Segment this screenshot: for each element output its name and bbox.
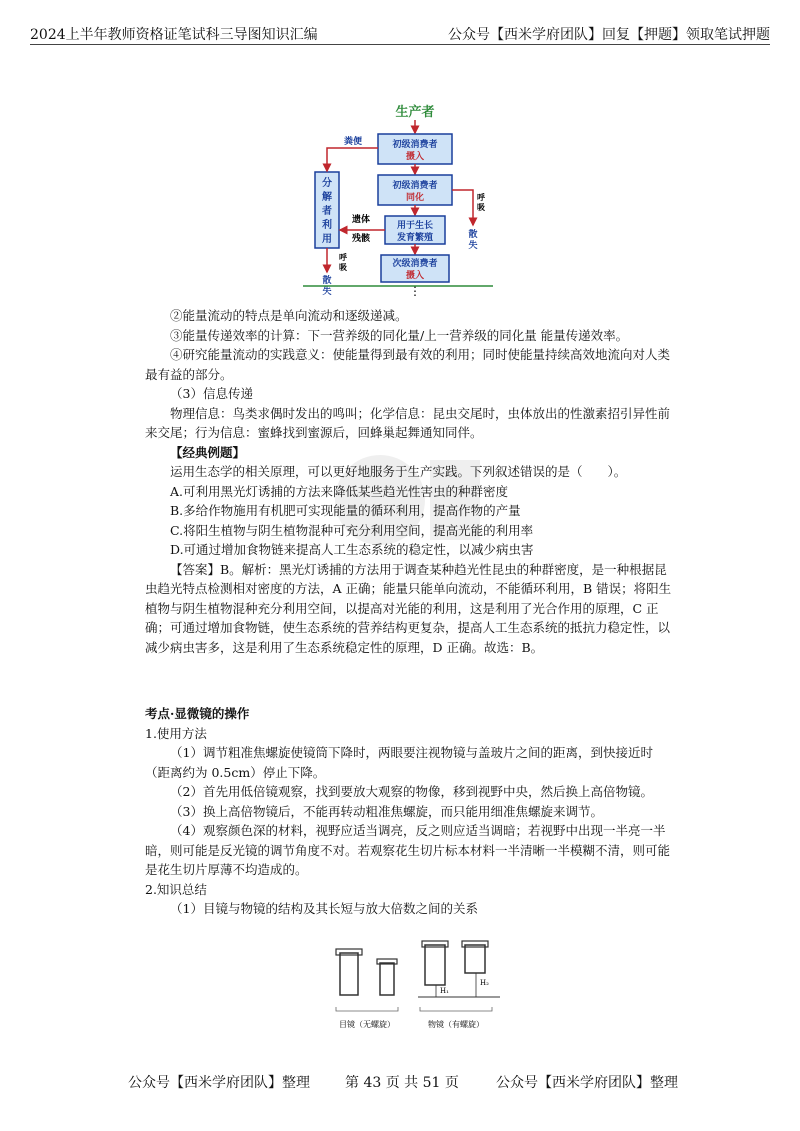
- lost-l0: 散: [322, 276, 332, 286]
- usage-step-2: （2）首先用低倍镜观察，找到要放大观察的物像，移到视野中央，然后换上高倍物镜。: [170, 784, 653, 799]
- dec-c1: 解: [322, 192, 332, 203]
- intake-label: 摄入: [405, 152, 425, 162]
- intake-label-2: 摄入: [405, 271, 425, 281]
- lens-figure: [330, 935, 510, 1035]
- resp-r1: 吸: [477, 202, 485, 212]
- section-energy-flow: [145, 306, 675, 657]
- primary-label: 初级消费者: [392, 140, 438, 150]
- objective-caption: 物镜（有螺旋）: [428, 1020, 484, 1029]
- usage-step-1: （1）调节粗准焦螺旋使镜筒下降时，两眼要注视物镜与盖玻片之间的距离，到快接近时（距离约为 0.5cm）停止下降。: [145, 745, 653, 780]
- microscope-title: 考点·显微镜的操作: [145, 706, 250, 721]
- resp-r0: 呼: [477, 192, 485, 202]
- remains-label-1: 遗体: [351, 215, 371, 225]
- section-microscope: [145, 704, 675, 919]
- assimilation-label: 同化: [405, 193, 425, 203]
- option-c: C.将阳生植物与阴生植物混种可充分利用空间，提高光能的利用率: [170, 522, 534, 538]
- option-b: B.多给作物施用有机肥可实现能量的循环利用，提高作物的产量: [170, 503, 521, 518]
- usage-heading: 1.使用方法: [145, 725, 207, 741]
- lost-r0: 散: [468, 230, 478, 240]
- primary-label-2: 初级消费者: [392, 181, 438, 191]
- example-question: 运用生态学的相关原理，可以更好地服务于生产实践。下列叙述错误的是（ ）。: [170, 464, 627, 479]
- growth-label-1: 用于生长: [396, 221, 434, 231]
- dec-c0: 分: [322, 178, 332, 189]
- dec-c3: 利: [322, 220, 332, 231]
- continuation-dots: ⋮: [409, 284, 421, 298]
- footer-right: 公众号【西米学府团队】整理: [496, 1075, 678, 1091]
- eyepiece-caption: 目镜（无螺旋）: [339, 1020, 395, 1029]
- resp-l0: 呼: [339, 252, 347, 262]
- secondary-label: 次级消费者: [392, 259, 438, 269]
- h1-label: H₁: [440, 987, 449, 995]
- answer-explanation: 【答案】B。解析：黑光灯诱捕的方法用于调查某种趋光性昆虫的种群密度，是一种根据昆虫趋光特点检测相对密度的方法，A 正确；能量只能单向流动，不能循环利用，B 错误；将阳生植物与阴生植物混种充分利用空间，以提高对光能的利用，这是利用了光合作用的原理，C 正确；可通过增加食物链，使生态系统的营养结构更复杂，提高人工生态系统的抵抗力稳定性，以减少病虫害多，这是利用了生态系统稳定性的原理，D 正确。故选：B。: [145, 561, 672, 655]
- feces-label: 粪便: [343, 137, 363, 147]
- energy-point-3: ③能量传递效率的计算：下一营养级的同化量/上一营养级的同化量 能量传递效率。: [170, 327, 629, 343]
- option-d: D.可通过增加食物链来提高人工生态系统的稳定性，以减少病虫害: [170, 542, 534, 557]
- header-right: 公众号【西米学府团队】回复【押题】领取笔试押题: [448, 27, 770, 43]
- resp-l1: 吸: [339, 262, 347, 272]
- growth-label-2: 发育繁殖: [396, 233, 434, 243]
- example-heading: 【经典例题】: [170, 444, 246, 460]
- summary-item-1: （1）目镜与物镜的结构及其长短与放大倍数之间的关系: [170, 901, 478, 916]
- usage-step-4: （4）观察颜色深的材料，视野应适当调亮，反之则应适当调暗；若视野中出现一半亮一半暗，则可能是反光镜的调节角度不对。若观察花生切片标本材料一半清晰一半模糊不清，则可能是花生切片厚薄不均造成的。: [145, 823, 671, 877]
- page-number: 第 43 页 共 51 页: [345, 1075, 459, 1091]
- footer-left: 公众号【西米学府团队】整理: [128, 1075, 310, 1091]
- summary-heading: 2.知识总结: [145, 881, 207, 897]
- energy-point-2: ②能量流动的特点是单向流动和逐级递减。: [170, 308, 408, 323]
- dec-c4: 用: [322, 234, 332, 245]
- energy-point-4: ④研究能量流动的实践意义：使能量得到最有效的利用；同时使能量持续高效地流向对人类最有益的部分。: [145, 347, 671, 382]
- producer-label: 生产者: [395, 105, 435, 120]
- lost-r1: 失: [468, 241, 478, 251]
- option-a: A.可利用黑光灯诱捕的方法来降低某些趋光性害虫的种群密度: [170, 483, 509, 499]
- lost-l1: 失: [322, 287, 332, 297]
- dec-c2: 者: [322, 206, 332, 217]
- usage-step-3: （3）换上高倍物镜后，不能再转动粗准焦螺旋，而只能用细准焦螺旋来调节。: [170, 803, 603, 819]
- info-title: （3）信息传递: [170, 386, 253, 401]
- info-text: 物理信息：鸟类求偶时发出的鸣叫；化学信息：昆虫交尾时，虫体放出的性激素招引异性前来交尾；行为信息：蜜蜂找到蜜源后，回蜂巢起舞通知同伴。: [145, 405, 671, 440]
- page-header: [30, 22, 770, 45]
- energy-flow-diagram: [303, 100, 503, 300]
- remains-label-2: 残骸: [351, 234, 371, 244]
- header-left: 2024上半年教师资格证笔试科三导图知识汇编: [30, 27, 318, 43]
- h2-label: H₂: [480, 979, 489, 987]
